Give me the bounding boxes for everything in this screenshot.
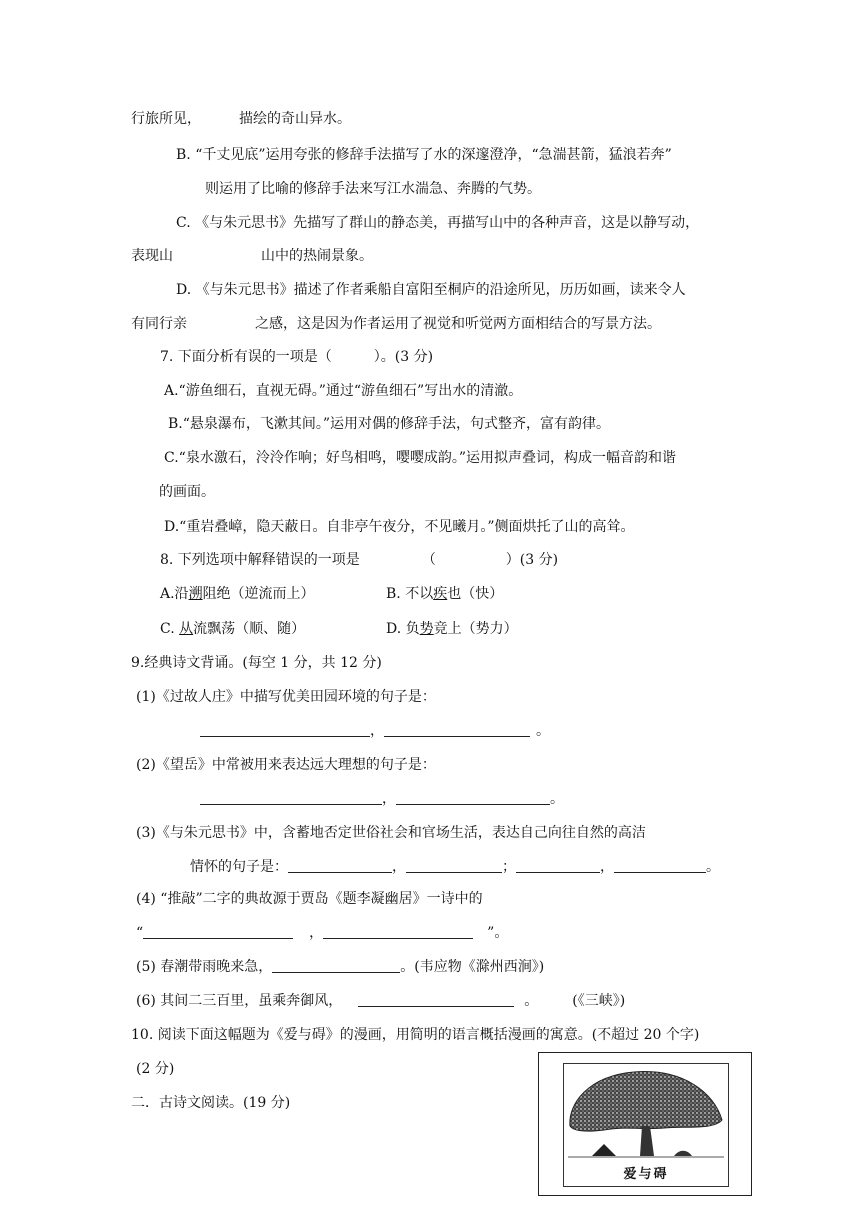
option-b-line1: B. “千丈见底”运用夸张的修辞手法描写了水的深邃澄净，“急湍甚箭，猛浪若奔”: [176, 147, 672, 163]
section-2-heading: 二．古诗文阅读。(19 分): [131, 1095, 291, 1111]
question-9-3-answer: [190, 858, 720, 876]
option-d-line1: D. 《与朱元思书》描述了作者乘船自富阳至桐庐的沿途所见，历历如画，读来令人: [176, 282, 686, 298]
question-9-2-answer: [200, 790, 564, 808]
line-text: 表现山: [131, 248, 173, 264]
question-8-text: 8. 下列选项中解释错误的一项是: [160, 552, 360, 568]
punctuation: ；: [502, 859, 516, 875]
answer-blank[interactable]: [614, 858, 706, 873]
question-7: 7. 下面分析有误的一项是（ ）。(3 分): [160, 349, 434, 365]
source-text: (《三峡》): [572, 993, 626, 1009]
option-text: A.沿: [160, 586, 189, 602]
option-a-continuation: [131, 110, 351, 128]
answer-blank[interactable]: [143, 924, 293, 939]
line-text: 有同行亲: [131, 316, 187, 332]
answer-blank[interactable]: [288, 858, 392, 873]
punctuation: ，: [309, 925, 324, 941]
question-8-option-b: [386, 585, 503, 603]
question-7-option-c-line1: C.“泉水激石，泠泠作响；好鸟相鸣，嘤嘤成韵。”运用拟声叠词，构成一幅音韵和谐: [164, 450, 676, 466]
tree-illustration: [564, 1064, 728, 1164]
question-8-bracket: （ ）(3 分): [421, 552, 559, 568]
punctuation: 。: [536, 723, 550, 739]
question-9-4: (4) “推敲”二字的典故源于贾岛《题李凝幽居》一诗中的: [136, 891, 483, 907]
underlined-word: 从: [179, 621, 194, 637]
question-7-option-c-line2: 的画面。: [159, 484, 215, 500]
question-7-option-b: B.“悬泉瀑布，飞漱其间。”运用对偶的修辞手法，句式整齐，富有韵律。: [168, 416, 611, 432]
option-c-line1: C. 《与朱元思书》先描写了群山的静态美，再描写山中的各种声音，这是以静写动，: [176, 215, 700, 231]
answer-blank[interactable]: [384, 722, 530, 737]
line-text: 山中的热闹景象。: [261, 248, 373, 264]
option-b-line2: 则运用了比喻的修辞手法来写江水湍急、奔腾的气势。: [205, 181, 541, 197]
question-9-1-answer: [200, 722, 550, 740]
cartoon-panel: [563, 1063, 729, 1187]
answer-blank[interactable]: [516, 858, 600, 873]
prompt-text: (5) 春潮带雨晚来急，: [136, 959, 273, 975]
answer-blank[interactable]: [358, 992, 514, 1007]
question-9-1: (1)《过故人庄》中描写优美田园环境的句子是：: [136, 689, 436, 705]
tree-canopy: [570, 1072, 722, 1132]
question-9-4-answer: [136, 924, 508, 942]
answer-blank[interactable]: [200, 790, 382, 805]
question-7-option-a: A.“游鱼细石，直视无碍。”通过“游鱼细石”写出水的清澈。: [164, 383, 523, 399]
punctuation: ，: [392, 859, 406, 875]
punctuation: “: [136, 925, 144, 941]
line-text: 行旅所见，: [131, 111, 201, 127]
question-7-option-d: D.“重岩叠嶂，隐天蔽日。自非亭午夜分，不见曦月。”侧面烘托了山的高耸。: [164, 519, 635, 535]
punctuation: 。: [524, 993, 539, 1009]
option-text: B. 不以: [386, 586, 434, 602]
punctuation: ，: [382, 791, 396, 807]
question-8-option-d: [386, 620, 518, 638]
cartoon-caption: 爱与碍: [623, 1167, 669, 1182]
punctuation: 。: [550, 791, 564, 807]
punctuation: ”。: [487, 925, 509, 941]
question-10: 10. 阅读下面这幅题为《爱与碍》的漫画，用简明的语言概括漫画的寓意。(不超过 20 个字): [131, 1027, 700, 1043]
answer-blank[interactable]: [396, 790, 550, 805]
option-text: D. 负: [386, 621, 420, 637]
ground-mark: [674, 1151, 692, 1156]
option-c-line2: [131, 247, 373, 265]
punctuation: 。: [706, 859, 720, 875]
prompt-text: (6) 其间二三百里，虽乘奔御风，: [136, 993, 343, 1009]
underlined-word: 势: [419, 621, 434, 637]
tree-trunk: [640, 1126, 654, 1156]
question-9-2: (2)《望岳》中常被用来表达远大理想的句子是：: [136, 757, 436, 773]
cartoon-figure: [538, 1052, 752, 1196]
underlined-word: 溯: [188, 586, 203, 602]
question-9-5: [136, 958, 544, 976]
option-text: 也（快）: [447, 586, 504, 602]
option-d-line2: [131, 315, 661, 333]
option-text: 流飘荡（顺、随）: [193, 621, 306, 637]
option-text: 阻绝（逆流而上）: [202, 586, 315, 602]
answer-blank[interactable]: [272, 958, 400, 973]
question-10-score: (2 分): [136, 1061, 175, 1077]
answer-blank[interactable]: [406, 858, 502, 873]
answer-blank[interactable]: [200, 722, 370, 737]
prompt-text: 情怀的句子是：: [190, 859, 288, 875]
line-text: 描绘的奇山异水。: [239, 111, 351, 127]
question-8-option-c: [160, 620, 305, 638]
answer-blank[interactable]: [323, 924, 473, 939]
question-9-3: (3)《与朱元思书》中，含蓄地否定世俗社会和官场生活，表达自己向往自然的高洁: [136, 825, 646, 841]
source-text: 。(韦应物《滁州西涧》): [400, 959, 545, 975]
question-8-option-a: [160, 585, 315, 603]
question-9: 9.经典诗文背诵。(每空 1 分，共 12 分): [131, 655, 382, 671]
line-text: 之感，这是因为作者运用了视觉和听觉两方面相结合的写景方法。: [255, 316, 661, 332]
option-text: C.: [160, 621, 180, 637]
underlined-word: 疾: [433, 586, 448, 602]
question-9-6: [136, 992, 625, 1010]
option-text: 竞上（势力）: [433, 621, 518, 637]
punctuation: ，: [370, 723, 384, 739]
punctuation: ，: [600, 859, 614, 875]
question-8: [160, 551, 558, 569]
sapling-stem: [602, 1146, 606, 1156]
